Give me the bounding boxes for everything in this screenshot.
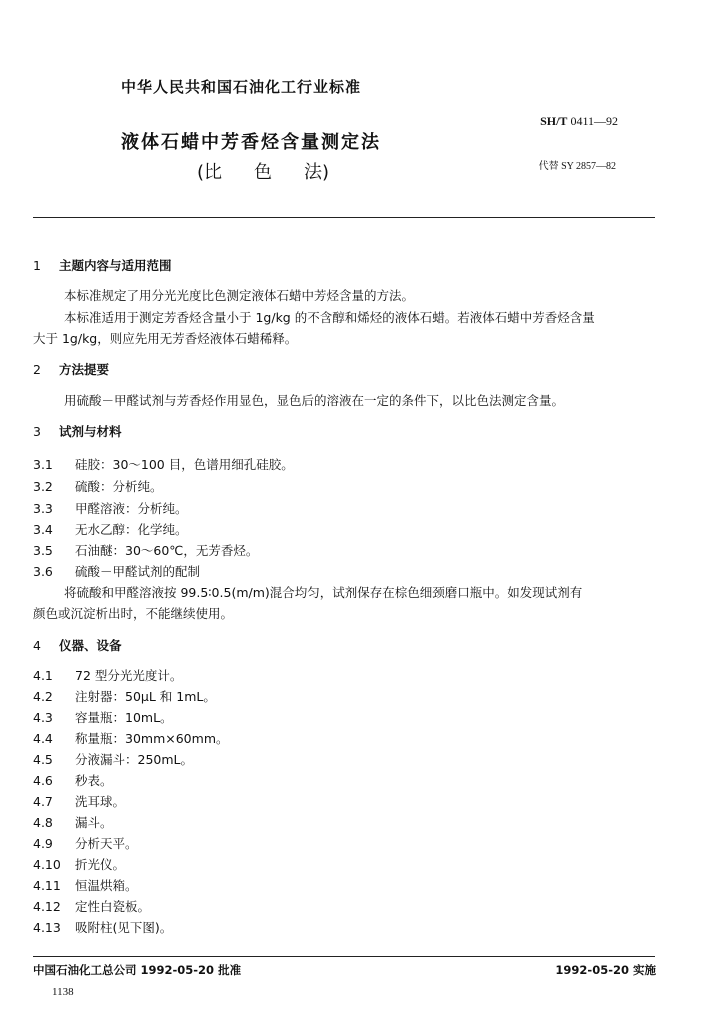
item-text: 72 型分光光度计。 — [75, 668, 183, 683]
section-3-6-paragraph-line-2: 颜色或沉淀析出时，不能继续使用。 — [33, 606, 234, 621]
list-item — [33, 918, 172, 936]
section-4-number: 4 — [33, 638, 41, 653]
item-number: 4.3 — [33, 710, 53, 725]
item-text: 硫酸－甲醛试剂的配制 — [75, 564, 201, 579]
item-number: 4.13 — [33, 920, 61, 935]
item-number: 3.1 — [33, 457, 53, 472]
section-1-paragraph-2-line-1: 本标准适用于测定芳香烃含量小于 1g/kg 的不含醇和烯烃的液体石蜡。若液体石蜡中芳香烃含量 — [64, 310, 595, 325]
item-text: 分析天平。 — [75, 836, 138, 851]
list-item — [33, 562, 200, 580]
item-number: 4.4 — [33, 731, 53, 746]
item-number: 4.6 — [33, 773, 53, 788]
item-text: 定性白瓷板。 — [75, 899, 151, 914]
section-3-heading — [33, 422, 122, 440]
item-number: 3.5 — [33, 543, 53, 558]
list-item — [33, 876, 138, 894]
section-1-heading — [33, 256, 172, 274]
list-item — [33, 813, 113, 831]
section-2-number: 2 — [33, 362, 41, 377]
section-1-paragraph-2-line-2: 大于 1g/kg，则应先用无芳香烃液体石蜡稀释。 — [33, 331, 298, 346]
item-text: 石油醚：30～60℃，无芳香烃。 — [75, 543, 259, 558]
section-4-heading — [33, 636, 122, 654]
list-item — [33, 771, 113, 789]
item-text: 折光仪。 — [75, 857, 126, 872]
item-text: 称量瓶：30mm×60mm。 — [75, 731, 229, 746]
list-item — [33, 687, 216, 705]
page-number: 1138 — [52, 986, 74, 998]
list-item — [33, 520, 188, 538]
list-item — [33, 455, 294, 473]
item-text: 甲醛溶液：分析纯。 — [75, 501, 188, 516]
item-text: 容量瓶：10mL。 — [75, 710, 173, 725]
item-number: 4.11 — [33, 878, 61, 893]
item-text: 吸附柱(见下图)。 — [75, 920, 173, 935]
method-char-2: 色 — [254, 162, 273, 183]
item-number: 4.12 — [33, 899, 61, 914]
list-item — [33, 750, 193, 768]
list-item — [33, 855, 125, 873]
list-item — [33, 729, 229, 747]
item-text: 漏斗。 — [75, 815, 113, 830]
item-text: 硫酸：分析纯。 — [75, 479, 163, 494]
item-number: 4.9 — [33, 836, 53, 851]
list-item — [33, 666, 182, 684]
section-3-title: 试剂与材料 — [59, 424, 122, 439]
approval-note: 中国石油化工总公司 1992-05-20 批准 — [33, 963, 242, 977]
section-4-title: 仪器、设备 — [59, 638, 122, 653]
item-number: 4.2 — [33, 689, 53, 704]
list-item — [33, 499, 188, 517]
item-text: 洗耳球。 — [75, 794, 126, 809]
section-3-number: 3 — [33, 424, 41, 439]
item-number: 3.4 — [33, 522, 53, 537]
item-number: 4.5 — [33, 752, 53, 767]
footer-divider — [33, 956, 655, 957]
item-number: 3.2 — [33, 479, 53, 494]
section-2-title: 方法提要 — [59, 362, 110, 377]
item-number: 3.3 — [33, 501, 53, 516]
item-text: 无水乙醇：化学纯。 — [75, 522, 188, 537]
standard-code-prefix: SH/T — [540, 114, 568, 128]
item-text: 秒表。 — [75, 773, 113, 788]
item-number: 4.1 — [33, 668, 53, 683]
item-text: 硅胶：30～100 目，色谱用细孔硅胶。 — [75, 457, 294, 472]
section-2-paragraph: 用硫酸－甲醛试剂与芳香烃作用显色，显色后的溶液在一定的条件下，以比色法测定含量。 — [64, 393, 565, 408]
header-divider — [33, 217, 655, 218]
list-item — [33, 708, 173, 726]
replaces-standard: 代替 SY 2857—82 — [538, 161, 616, 172]
list-item — [33, 792, 125, 810]
method-subtitle — [197, 158, 361, 184]
section-1-paragraph-1: 本标准规定了用分光光度比色测定液体石蜡中芳烃含量的方法。 — [64, 288, 415, 303]
item-number: 4.8 — [33, 815, 53, 830]
standard-category-title: 中华人民共和国石油化工行业标准 — [121, 78, 362, 96]
item-text: 分液漏斗：250mL。 — [75, 752, 193, 767]
implementation-date: 1992-05-20 实施 — [555, 963, 656, 977]
item-text: 注射器：50μL 和 1mL。 — [75, 689, 216, 704]
item-number: 4.10 — [33, 857, 61, 872]
standard-code — [540, 114, 618, 129]
list-item — [33, 834, 138, 852]
item-number: 3.6 — [33, 564, 53, 579]
item-number: 4.7 — [33, 794, 53, 809]
method-char-3: 法) — [304, 162, 330, 183]
standard-code-number: 0411—92 — [567, 114, 618, 128]
list-item — [33, 897, 150, 915]
section-1-title: 主题内容与适用范围 — [59, 258, 172, 273]
document-title: 液体石蜡中芳香烃含量测定法 — [121, 132, 381, 153]
list-item — [33, 477, 163, 495]
section-3-6-paragraph-line-1: 将硫酸和甲醛溶液按 99.5∶0.5(m/m)混合均匀，试剂保存在棕色细颈磨口瓶中。如发现试剂有 — [64, 585, 583, 600]
section-1-number: 1 — [33, 258, 41, 273]
item-text: 恒温烘箱。 — [75, 878, 138, 893]
section-2-heading — [33, 360, 109, 378]
list-item — [33, 541, 258, 559]
method-char-1: (比 — [197, 162, 223, 183]
